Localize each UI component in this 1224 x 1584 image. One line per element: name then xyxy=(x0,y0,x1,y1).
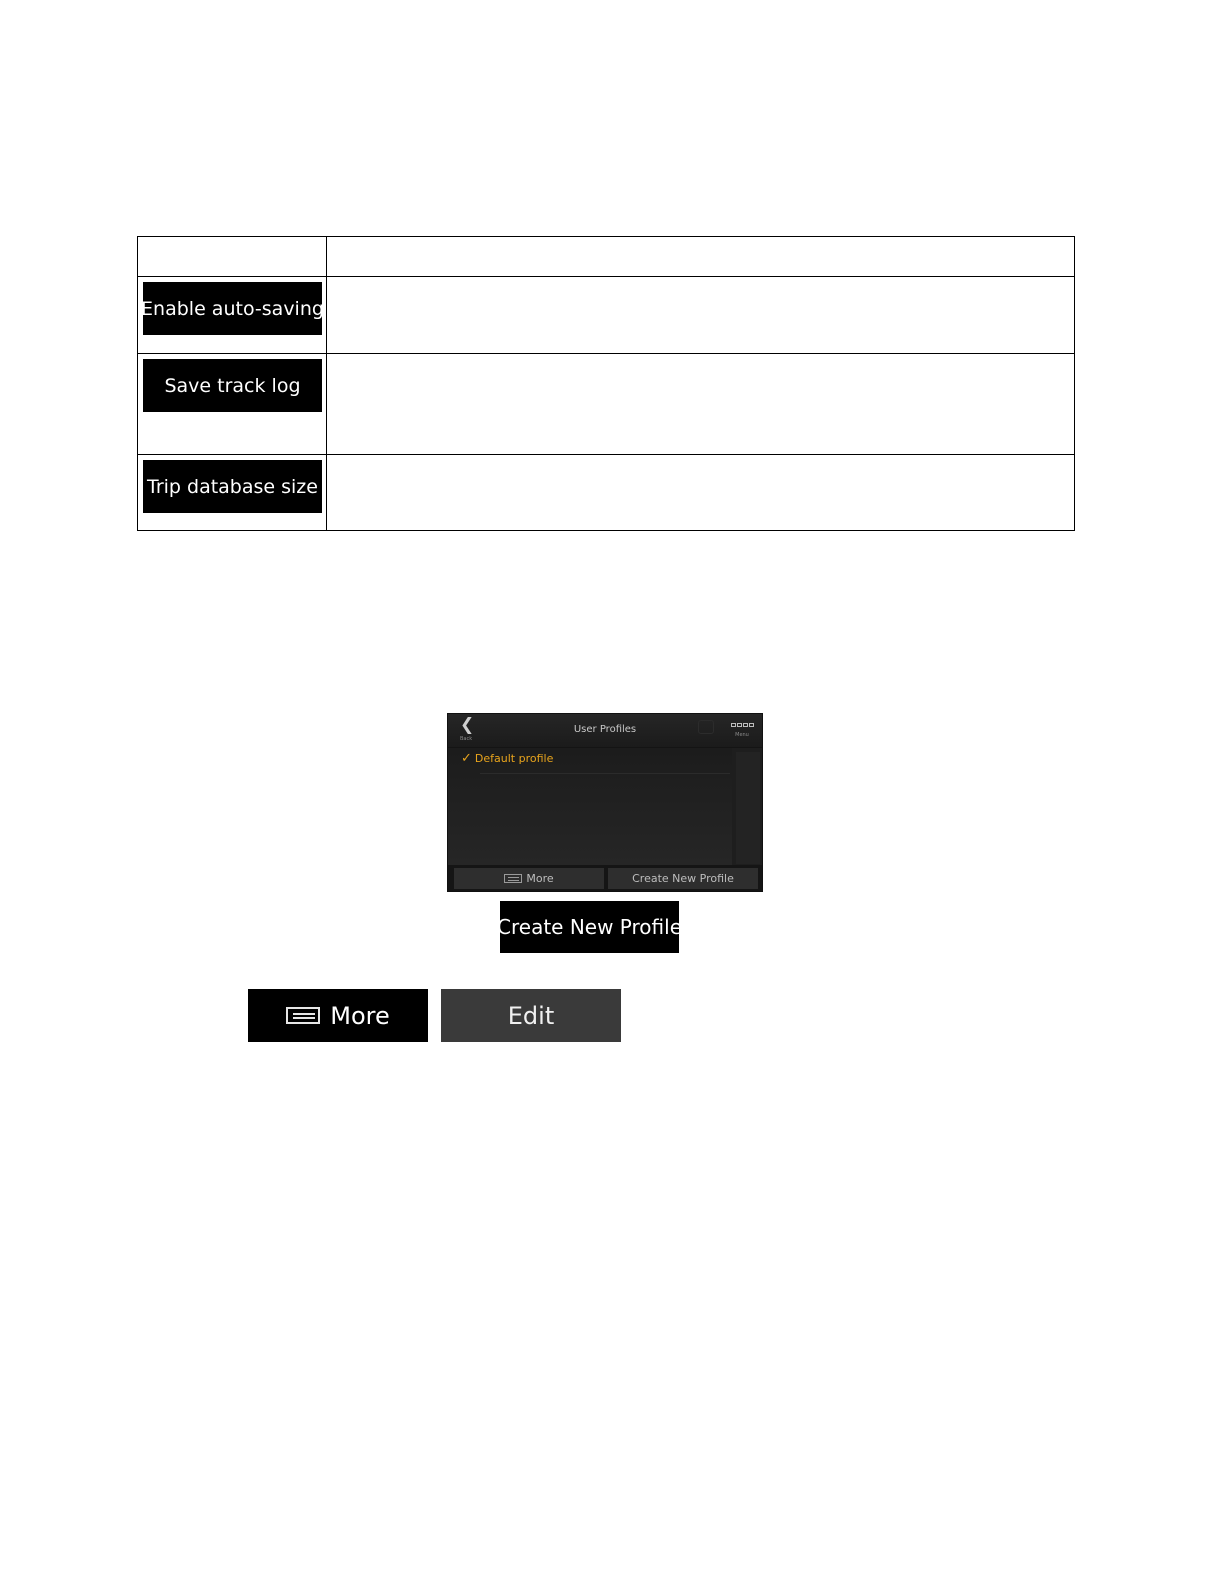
menu-label: Menu xyxy=(735,732,749,738)
list-menu-icon xyxy=(286,1007,320,1024)
more-button-large[interactable] xyxy=(248,989,428,1042)
table-row xyxy=(138,353,1074,454)
checkmark-icon: ✓ xyxy=(461,750,472,766)
list-menu-icon xyxy=(504,874,522,883)
scrollbar[interactable] xyxy=(736,752,760,864)
map-icon xyxy=(698,720,714,734)
screen-footer xyxy=(448,865,762,891)
menu-button[interactable] xyxy=(729,723,755,738)
chevron-left-icon: ❮ xyxy=(460,715,475,735)
divider xyxy=(480,773,730,774)
table-header-row xyxy=(138,237,1074,276)
more-label: More xyxy=(526,872,554,885)
list-item-default-profile[interactable] xyxy=(461,752,553,765)
table-row xyxy=(138,276,1074,353)
create-new-profile-label: Create New Profile xyxy=(632,872,734,885)
more-button[interactable] xyxy=(454,868,604,889)
enable-auto-saving-button[interactable]: Enable auto-saving xyxy=(143,282,322,335)
profile-list xyxy=(448,748,732,866)
user-profiles-screen xyxy=(447,713,763,892)
back-label: Back xyxy=(460,736,473,742)
menu-icon xyxy=(729,723,755,727)
screen-header xyxy=(448,714,762,748)
create-new-profile-button-large[interactable]: Create New Profile xyxy=(500,901,679,953)
edit-button[interactable]: Edit xyxy=(441,989,621,1042)
screen-title: User Profiles xyxy=(573,724,637,735)
more-label: More xyxy=(330,1001,390,1030)
trip-database-size-button[interactable]: Trip database size xyxy=(143,460,322,513)
save-track-log-button[interactable]: Save track log xyxy=(143,359,322,412)
list-item-label: Default profile xyxy=(474,752,554,765)
create-new-profile-button[interactable] xyxy=(608,868,758,889)
table-row xyxy=(138,454,1074,530)
settings-table xyxy=(137,236,1075,531)
